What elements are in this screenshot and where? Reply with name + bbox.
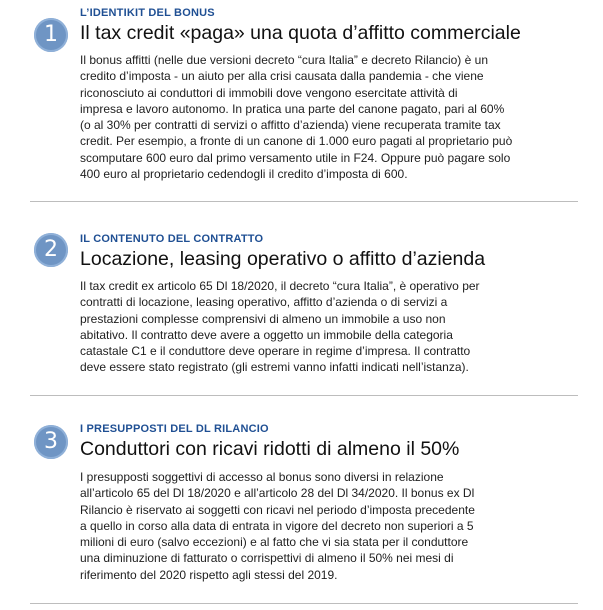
section-eyebrow: IL CONTENUTO DEL CONTRATTO [80, 233, 264, 245]
section-number-badge: 1 [34, 18, 68, 52]
section-body [80, 278, 595, 376]
body-line: riconosciuto ai conduttori di immobili dove vengono esercitate attività di [80, 85, 458, 100]
section-body [80, 52, 595, 182]
section-divider [30, 395, 578, 396]
body-line: all’articolo 65 del Dl 18/2020 e all’articolo 28 del Dl 34/2020. Il bonus ex Dl [80, 486, 475, 501]
body-line: catastale C1 e il conduttore deve operare in regime d’impresa. Il contratto [80, 344, 471, 359]
body-line: riferimento del 2020 rispetto agli stessi del 2019. [80, 567, 338, 582]
body-line: milioni di euro (salvo eccezioni) e al fatto che vi sia stata per il conduttore [80, 535, 469, 550]
body-line: (o al 30% per contratti di servizi o affitto d’azienda) viene recuperata tramite tax [80, 118, 501, 133]
body-line: una diminuzione di fatturato o corrispettivi di almeno il 50% nei mesi di [80, 551, 454, 566]
body-line: deve essere stato registrato (gli estremi vanno infatti indicati nell’istanza). [80, 360, 469, 375]
section-eyebrow: L’IDENTIKIT DEL BONUS [80, 7, 215, 19]
body-line: Rilancio è riservato ai soggetti con ricavi nel periodo d’imposta precedente [80, 502, 475, 517]
body-line: I presupposti soggettivi di accesso al bonus sono diversi in relazione [80, 470, 444, 484]
section-eyebrow: I PRESUPPOSTI DEL DL RILANCIO [80, 423, 269, 435]
section-title: Locazione, leasing operativo o affitto d’azienda [80, 248, 486, 270]
section-divider [30, 603, 578, 604]
body-line: contratti di locazione, leasing operativo, affitto d’azienda o di servizi a [80, 295, 448, 310]
section-title: Il tax credit «paga» una quota d’affitto commerciale [80, 22, 521, 44]
body-line: prestazioni complesse comprensivi di almeno un immobile a uso non [80, 311, 446, 326]
section-number-badge: 3 [34, 425, 68, 459]
body-line: scomputare 600 euro dal primo versamento utile in F24. Oppure può pagare solo [80, 150, 511, 165]
body-line: a quello in corso alla data di entrata in vigore del decreto non superiori a 5 [80, 518, 474, 533]
body-line: abitativo. Il contratto deve avere a oggetto un immobile della categoria [80, 327, 453, 342]
body-line: Il tax credit ex articolo 65 Dl 18/2020, il decreto “cura Italia”, è operativo per [80, 279, 480, 293]
body-line: 400 euro al proprietario cedendogli il credito d’imposta di 600. [80, 167, 408, 182]
section-number-badge: 2 [34, 233, 68, 267]
section-body [80, 469, 595, 583]
body-line: credito d’imposta - un aiuto per alla crisi causata dalla pandemia - che viene [80, 69, 484, 84]
section-divider [30, 201, 578, 202]
body-line: impresa e lavoro autonomo. In pratica una parte del canone pagato, pari al 60% [80, 101, 505, 116]
section-title: Conduttori con ricavi ridotti di almeno il 50% [80, 438, 460, 460]
body-line: Il bonus affitti (nelle due versioni decreto “cura Italia” e decreto Rilancio) è un [80, 53, 488, 67]
body-line: credit. Per esempio, a fronte di un canone di 1.000 euro pagati al proprietario può [80, 134, 513, 149]
